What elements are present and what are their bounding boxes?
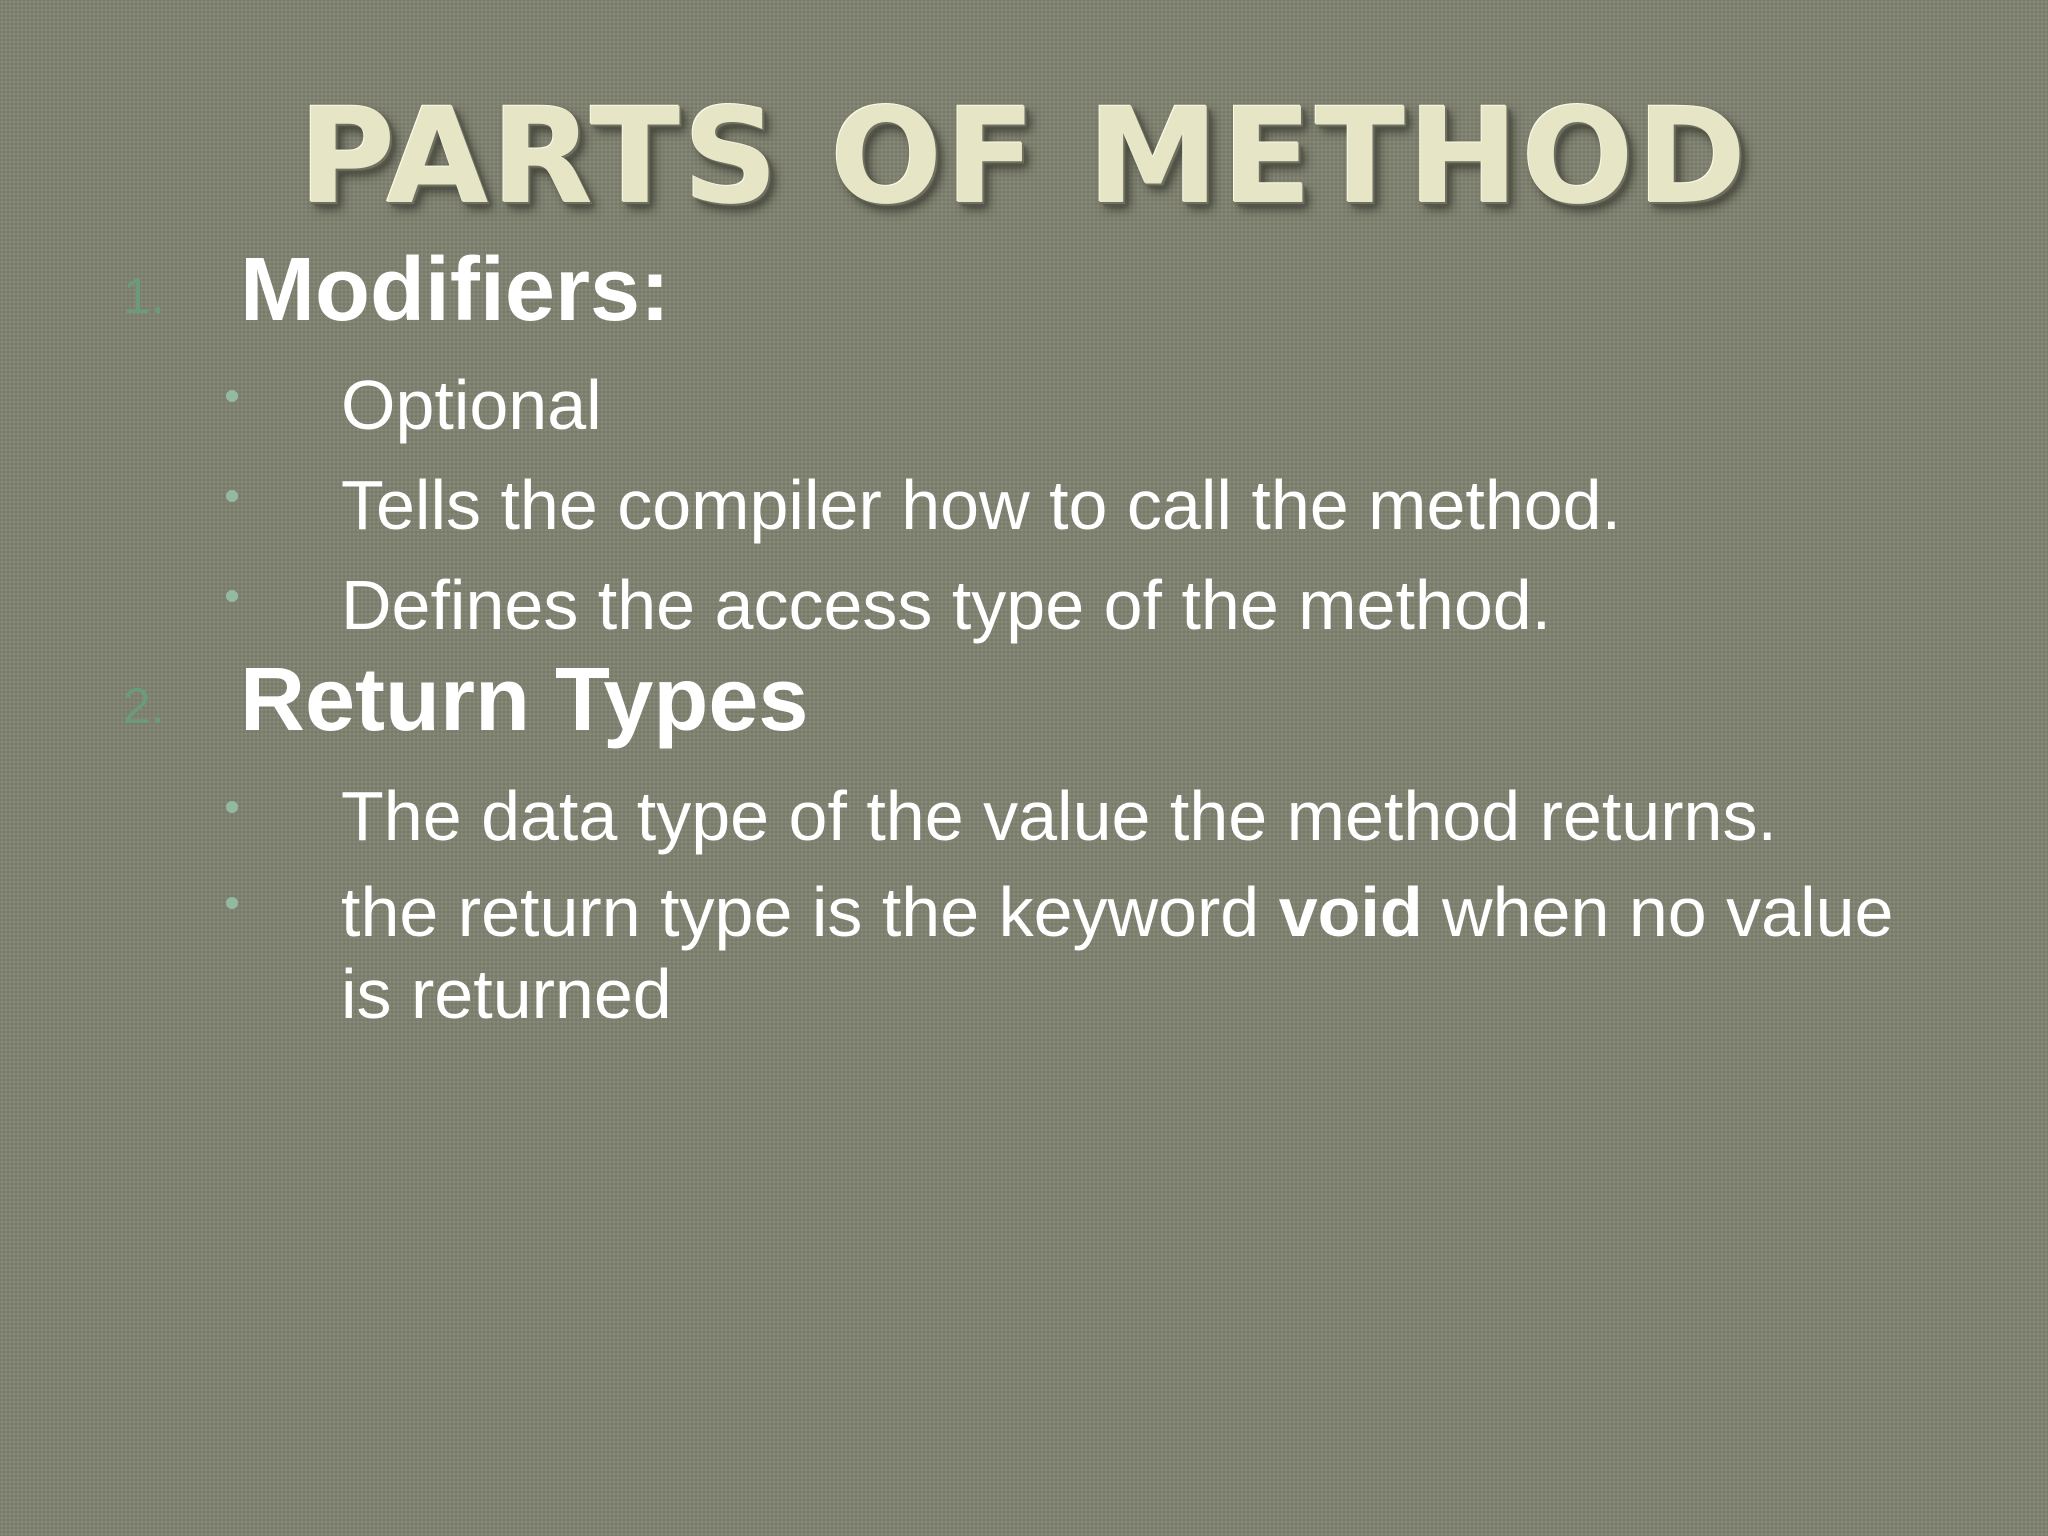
slide-title: PARTS OF METHOD xyxy=(298,80,1750,234)
section-number: 1. xyxy=(123,268,165,324)
list-item-text xyxy=(341,871,1901,1035)
list-item-text: Tells the compiler how to call the method. xyxy=(341,466,1622,544)
list-item-text-part: when no value is returned xyxy=(341,873,1894,1033)
section-title: Return Types xyxy=(240,650,809,750)
list-item-text-part: the return type is the keyword xyxy=(341,873,1279,951)
section-number: 2. xyxy=(123,678,165,734)
list-item-text: The data type of the value the method returns. xyxy=(341,777,1777,855)
section-title: Modifiers: xyxy=(240,240,671,340)
bullet-icon xyxy=(226,801,238,813)
list-item-text: Defines the access type of the method. xyxy=(341,566,1552,644)
bullet-icon xyxy=(226,490,238,502)
bullet-icon xyxy=(226,390,238,402)
keyword-void: void xyxy=(1278,873,1423,951)
bullet-icon xyxy=(226,897,238,909)
bullet-icon xyxy=(226,590,238,602)
list-item-text: Optional xyxy=(341,366,602,444)
